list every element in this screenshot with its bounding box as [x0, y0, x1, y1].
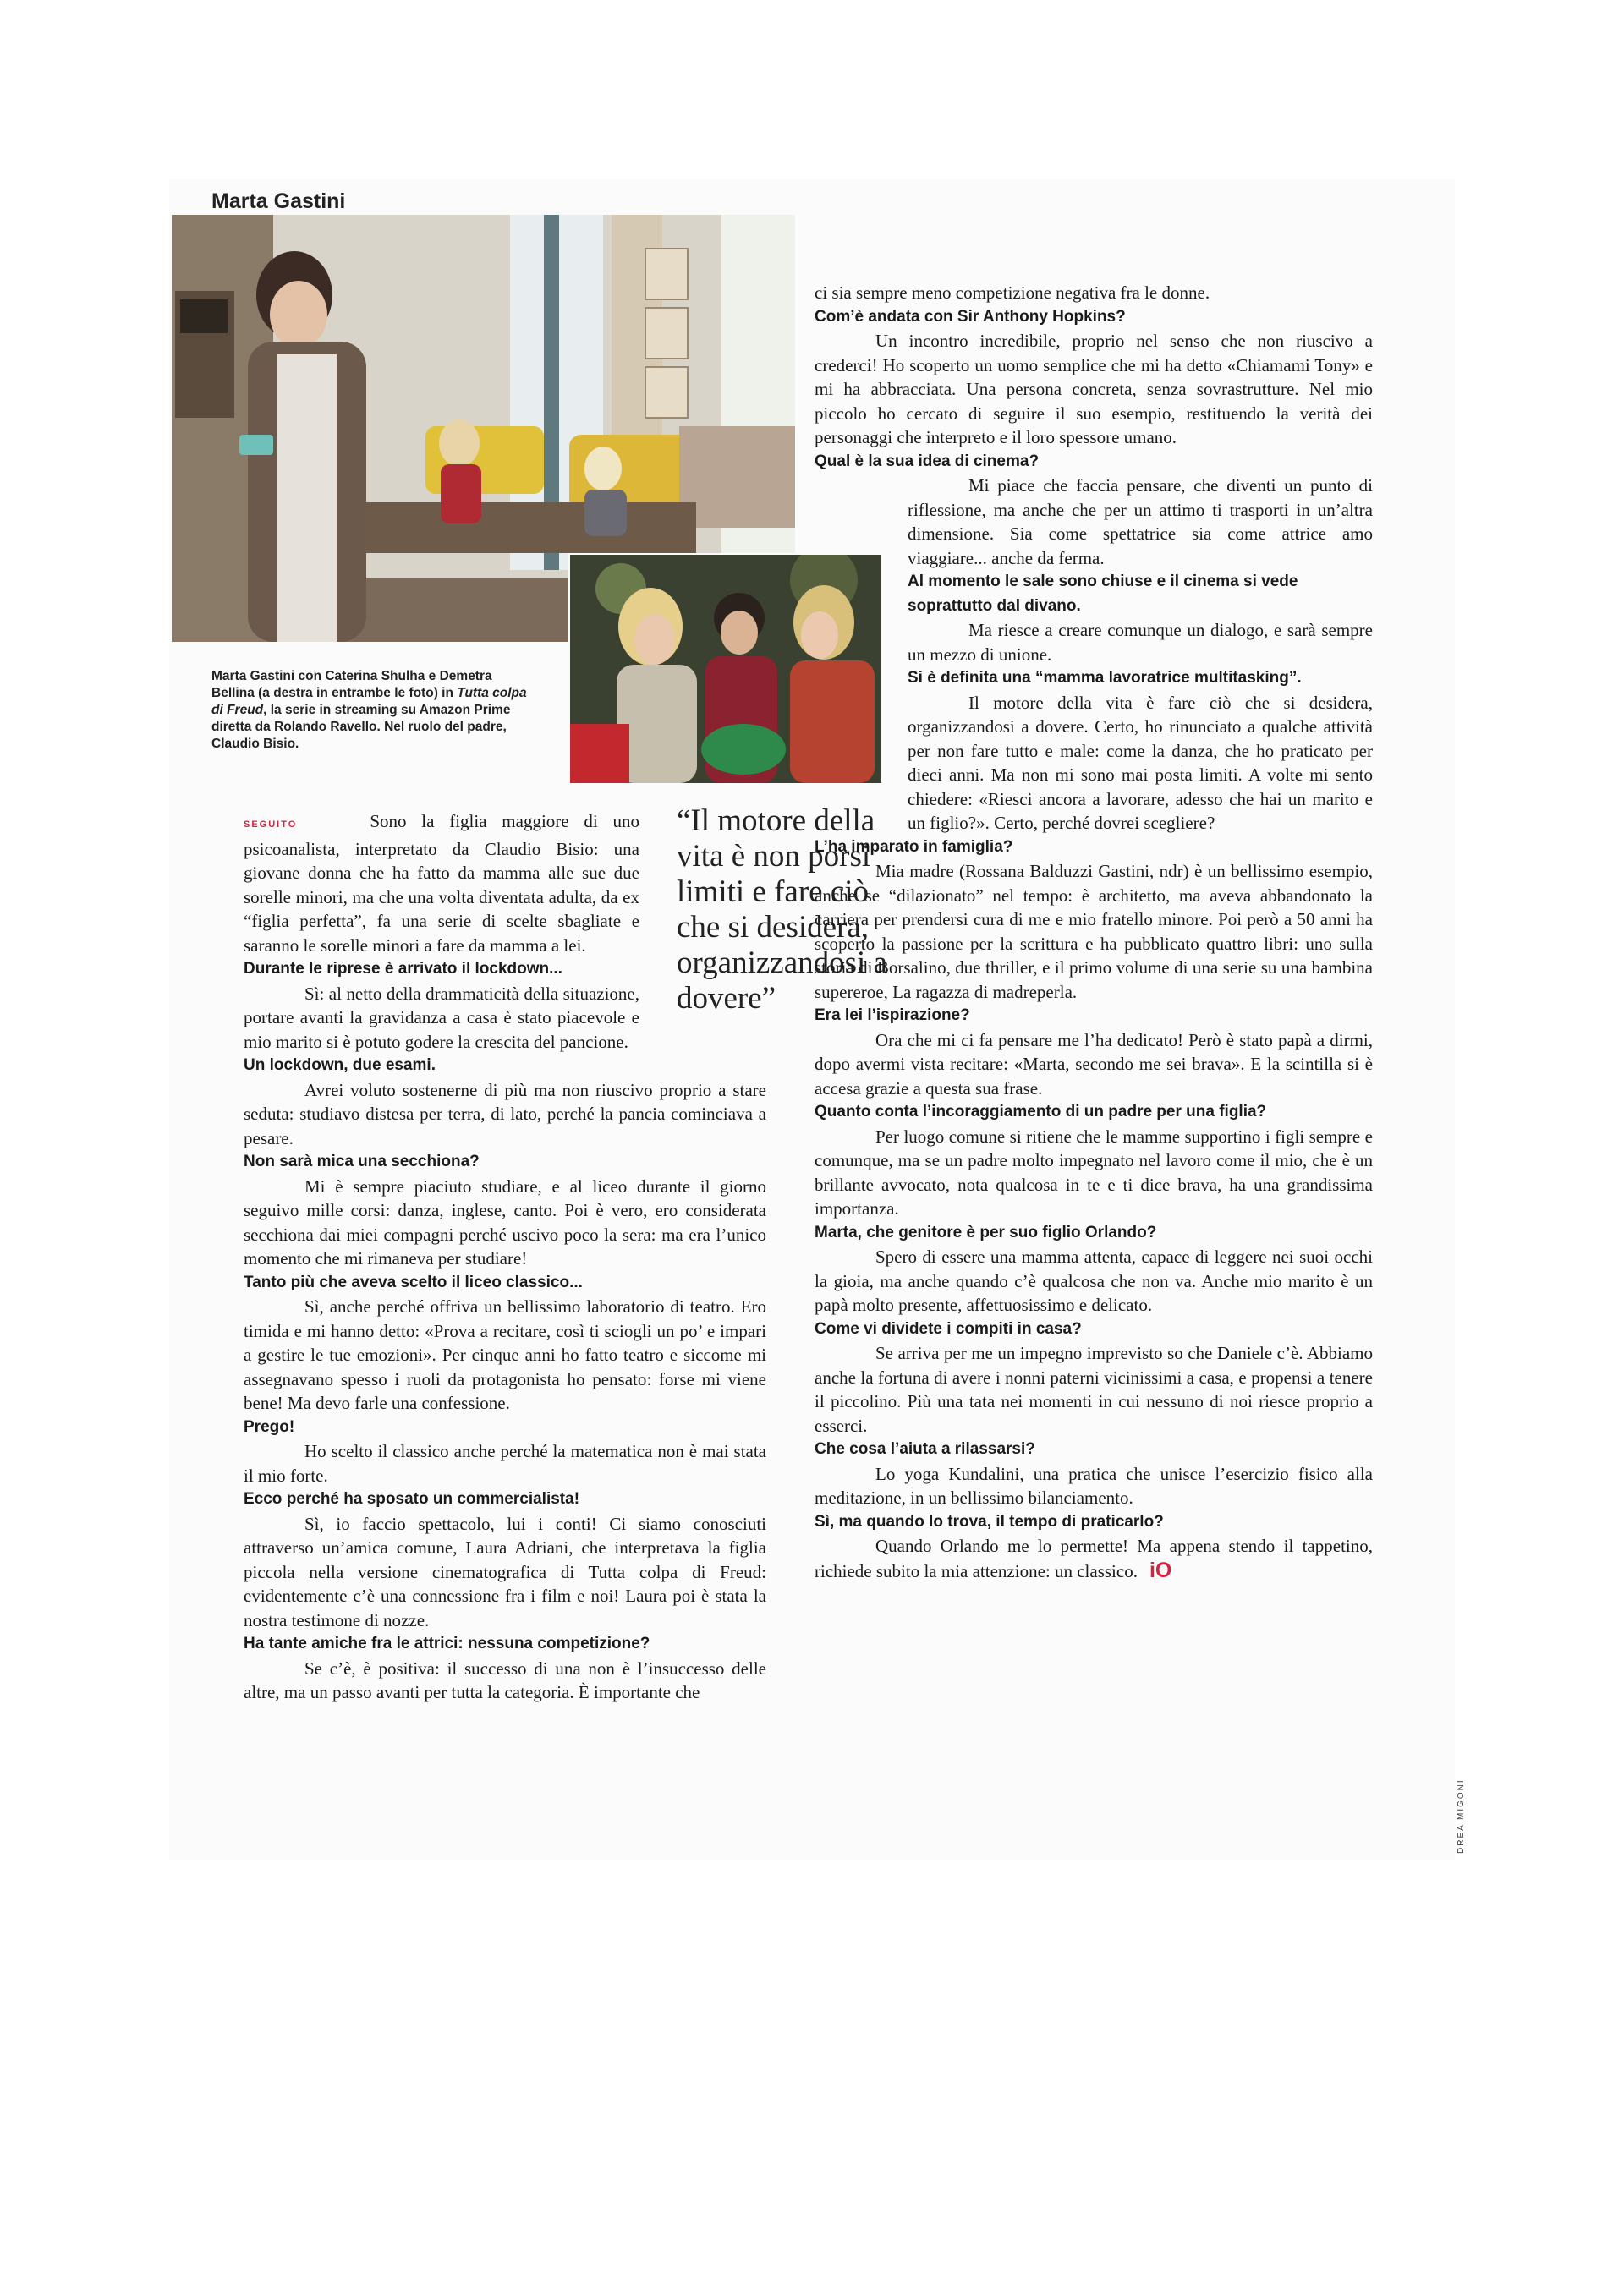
paragraph	[815, 1534, 1373, 1583]
paragraph-text: Lo yoga Kundalini, una pratica che unisce l’esercizio fisico alla meditazione, in un bellissimo bilanciamento.	[815, 1463, 1373, 1508]
question	[244, 1054, 766, 1078]
paragraph	[244, 1295, 766, 1416]
photo-caption	[211, 668, 533, 753]
caption-title: Tutta colpa di Freud	[211, 686, 527, 717]
question	[815, 1510, 1373, 1535]
question	[815, 450, 1373, 474]
paragraph	[815, 1245, 1373, 1318]
paragraph	[815, 1028, 1373, 1101]
paragraph-text: Ho scelto il classico anche perché la matematica non è mai stata il mio forte.	[244, 1441, 766, 1486]
paragraph-text: Ma riesce a creare comunque un dialogo, e sarà sempre un mezzo di unione.	[908, 620, 1373, 665]
paragraph	[815, 1125, 1373, 1221]
paragraph-text: ci sia sempre meno competizione negativa fra le donne.	[815, 282, 1210, 303]
question-text: Al momento le sale sono chiuse e il cinema si vede soprattutto dal divano.	[908, 573, 1298, 615]
question-text: Non sarà mica una secchiona?	[244, 1153, 480, 1170]
io-magazine-logo: iO	[1149, 1558, 1172, 1582]
paragraph-text: Ora che mi ci fa pensare me l’ha dedicato! Però è stato papà a dirmi, dopo avermi vista recitare: «Marta, secondo me sei brava». E la scintilla si è accesa grazie a questa sua frase.	[815, 1029, 1373, 1099]
question-text: Durante le riprese è arrivato il lockdown...	[244, 960, 562, 978]
paragraph	[908, 618, 1373, 666]
question	[815, 1438, 1373, 1462]
paragraph-text: Quando Orlando me lo permette! Ma appena stendo il tappetino, richiede subito la mia attenzione: un classico.	[815, 1536, 1373, 1581]
paragraph	[908, 691, 1373, 836]
question-text: L’ha imparato in famiglia?	[815, 837, 1013, 856]
question	[815, 1221, 1373, 1246]
question-text: Che cosa l’aiuta a rilassarsi?	[815, 1440, 1035, 1458]
paragraph-text: Un incontro incredibile, proprio nel senso che non riuscivo a crederci! Ho scoperto un uomo semplice che mi ha detto «Chiamami Tony» e mi ha abbracciata. Una persona concreta, senza sovrastrutture. Nel mio piccolo ho cercato di seguire il suo esempio, restituendo la verità dei personaggi che interpreto e il loro spessore umano.	[815, 331, 1373, 447]
question	[815, 836, 1373, 860]
paragraph-text: Avrei voluto sostenerne di più ma non riuscivo proprio a stare seduta: studiavo distesa per terra, di lato, perché la pancia cominciava a pesare.	[244, 1079, 766, 1148]
question-text: Tanto più che aveva scelto il liceo classico...	[244, 1273, 583, 1291]
question-text: Era lei l’ispirazione?	[815, 1006, 970, 1024]
magazine-page	[169, 179, 1466, 1860]
paragraph-text: Se arriva per me un impegno imprevisto so che Daniele c’è. Abbiamo anche la fortuna di avere i nonni paterni vicinissimi a casa, e propensi a tenere il piccolino. Più una tata nei momenti in cui nessuno di noi riesce proprio a esserci.	[815, 1343, 1373, 1436]
paragraph-text: Sì, io faccio spettacolo, lui i conti! Ci siamo conosciuti attraverso un’amica comune, Laura Adriani, che interpretava la figlia piccola nella versione cinematografica di Tutta colpa di Freud: evidentemente c’è una connessione fra i film e noi! Laura poi è stata la nostra testimone di nozze.	[244, 1513, 766, 1630]
question	[815, 1318, 1373, 1342]
question-text: Sì, ma quando lo trova, il tempo di praticarlo?	[815, 1512, 1164, 1531]
seguito-label: SEGUITO	[244, 819, 298, 830]
paragraph	[815, 281, 1373, 305]
paragraph-text: Mi piace che faccia pensare, che diventi un punto di riflessione, ma anche che per un attimo ti trasporti in un’altra dimensione. Sia come spettatrice sia come attrice amo viaggiare... anche da ferma.	[908, 475, 1373, 568]
question-text: Come vi dividete i compiti in casa?	[815, 1319, 1082, 1338]
question	[244, 957, 639, 982]
question	[244, 1150, 766, 1175]
paragraph	[244, 1078, 766, 1151]
paragraph-text: Sì: al netto della drammaticità della situazione, portare avanti la gravidanza a casa è stato piacevole e mio marito si è potuto godere la crescita del pancione.	[244, 983, 639, 1052]
question-text: Qual è la sua idea di cinema?	[815, 452, 1040, 470]
question-text: Ecco perché ha sposato un commercialista!	[244, 1490, 580, 1508]
question	[815, 305, 1373, 330]
question-text: Prego!	[244, 1417, 295, 1436]
paragraph-text: Spero di essere una mamma attenta, capace di leggere nei suoi occhi la gioia, ma anche quando c’è qualcosa che non va. Anche mio marito è un papà molto presente, affettuosissimo e delicato.	[815, 1247, 1373, 1315]
paragraph	[244, 1439, 766, 1488]
paragraph	[815, 859, 1373, 1004]
paragraph	[244, 1512, 766, 1633]
paragraph-text: Sì, anche perché offriva un bellissimo laboratorio di teatro. Ero timida e mi hanno detto: «Prova a recitare, così ti sciogli un po’ e impari a gestire le tue emozioni». Per cinque anni ho fatto teatro e siccome mi assegnavano spesso i ruoli da protagonista ho pensato: forse mi viene bene! Ma devo farle una confessione.	[244, 1296, 766, 1413]
question	[908, 570, 1373, 618]
paragraph-text: Il motore della vita è fare ciò che si desidera, organizzandosi a dovere. Certo, ho rinunciato a qualche attività per non fare tutto e male: come la danza, che ho praticato per dieci anni. Ma non mi sono mai posta limiti. A volte mi sento chiedere: «Riesci ancora a lavorare, adesso che hai un marito e un figlio?». Certo, perché dovrei scegliere?	[908, 692, 1373, 833]
paragraph	[244, 1175, 766, 1271]
pull-quote: “Il motore della vita è non porsi limiti e fare ciò che si desidera, organizzandosi a dovere”	[677, 803, 887, 1016]
paragraph-text: Sono la figlia maggiore di uno psicoanalista, interpretato da Claudio Bisio: una giovane donna che ha fatto da mamma alle sue due sorelle minori, ma che una volta diventata adulta, da ex “figlia perfetta”, fa una serie di scelte sbagliate e saranno le sorelle minori a fare da mamma a lei.	[244, 811, 639, 956]
caption-text-1: Marta Gastini con Caterina Shulha e Demetra Bellina (a destra in entrambe le foto) in	[211, 669, 492, 700]
article-column-right	[815, 281, 1373, 1583]
paragraph-text: Mi è sempre piaciuto studiare, e al liceo durante il giorno seguivo mille corsi: danza, inglese, canto. Poi è vero, ero considerata secchiona dai miei compagni perché uscivo poco la sera: ma era l’unico momento che mi rimaneva per studiare!	[244, 1175, 766, 1269]
question	[244, 1632, 766, 1657]
interviewee-name: Marta Gastini	[211, 189, 346, 213]
article-column-left	[244, 809, 766, 1705]
caption-text-2: , la serie in streaming su Amazon Prime diretta da Rolando Ravello. Nel ruolo del padre, Claudio Bisio.	[211, 703, 511, 751]
question-text: Si è definita una “mamma lavoratrice multitasking”.	[908, 669, 1302, 687]
paragraph	[815, 1341, 1373, 1438]
question	[244, 1416, 766, 1440]
question	[908, 666, 1373, 691]
photo-credit: DREA MIGONI	[1457, 1778, 1466, 1854]
paragraph-text: Se c’è, è positiva: il successo di una non è l’insuccesso delle altre, ma un passo avanti per tutta la categoria. È importante che	[244, 1658, 766, 1702]
paragraph	[815, 329, 1373, 450]
question	[244, 1271, 766, 1296]
paragraph	[908, 474, 1373, 570]
question-text: Ha tante amiche fra le attrici: nessuna competizione?	[244, 1635, 650, 1652]
question-text: Quanto conta l’incoraggiamento di un padre per una figlia?	[815, 1103, 1267, 1121]
paragraph-text: Per luogo comune si ritiene che le mamme supportino i figli sempre e comunque, ma se un padre molto impegnato nel lavoro come il mio, che è un brillante avvocato, nota qualcosa in te e ti dice brava, ha una grandissima importanza.	[815, 1126, 1373, 1219]
question-text: Com’è andata con Sir Anthony Hopkins?	[815, 307, 1126, 326]
paragraph-text: Mia madre (Rossana Balduzzi Gastini, ndr) è un bellissimo esempio, anche se “dilazionato” nel tempo: è architetto, ma aveva abbandonato la carriera per prendersi cura di me e mio fratello minore. Poi però a 50 anni ha scoperto la passione per la scrittura e ha pubblicato quattro libri: uno sulla storia di Borsalino, due thriller, e il primo volume di una serie su una bambina supereroe, La ragazza di madreperla.	[815, 861, 1373, 1002]
paragraph	[244, 982, 639, 1055]
paragraph	[244, 809, 639, 957]
paragraph	[815, 1462, 1373, 1510]
question-text: Marta, che genitore è per suo figlio Orlando?	[815, 1223, 1157, 1241]
question	[815, 1004, 1373, 1028]
question	[244, 1488, 766, 1512]
question	[815, 1100, 1373, 1125]
paragraph	[244, 1657, 766, 1705]
question-text: Un lockdown, due esami.	[244, 1056, 436, 1074]
